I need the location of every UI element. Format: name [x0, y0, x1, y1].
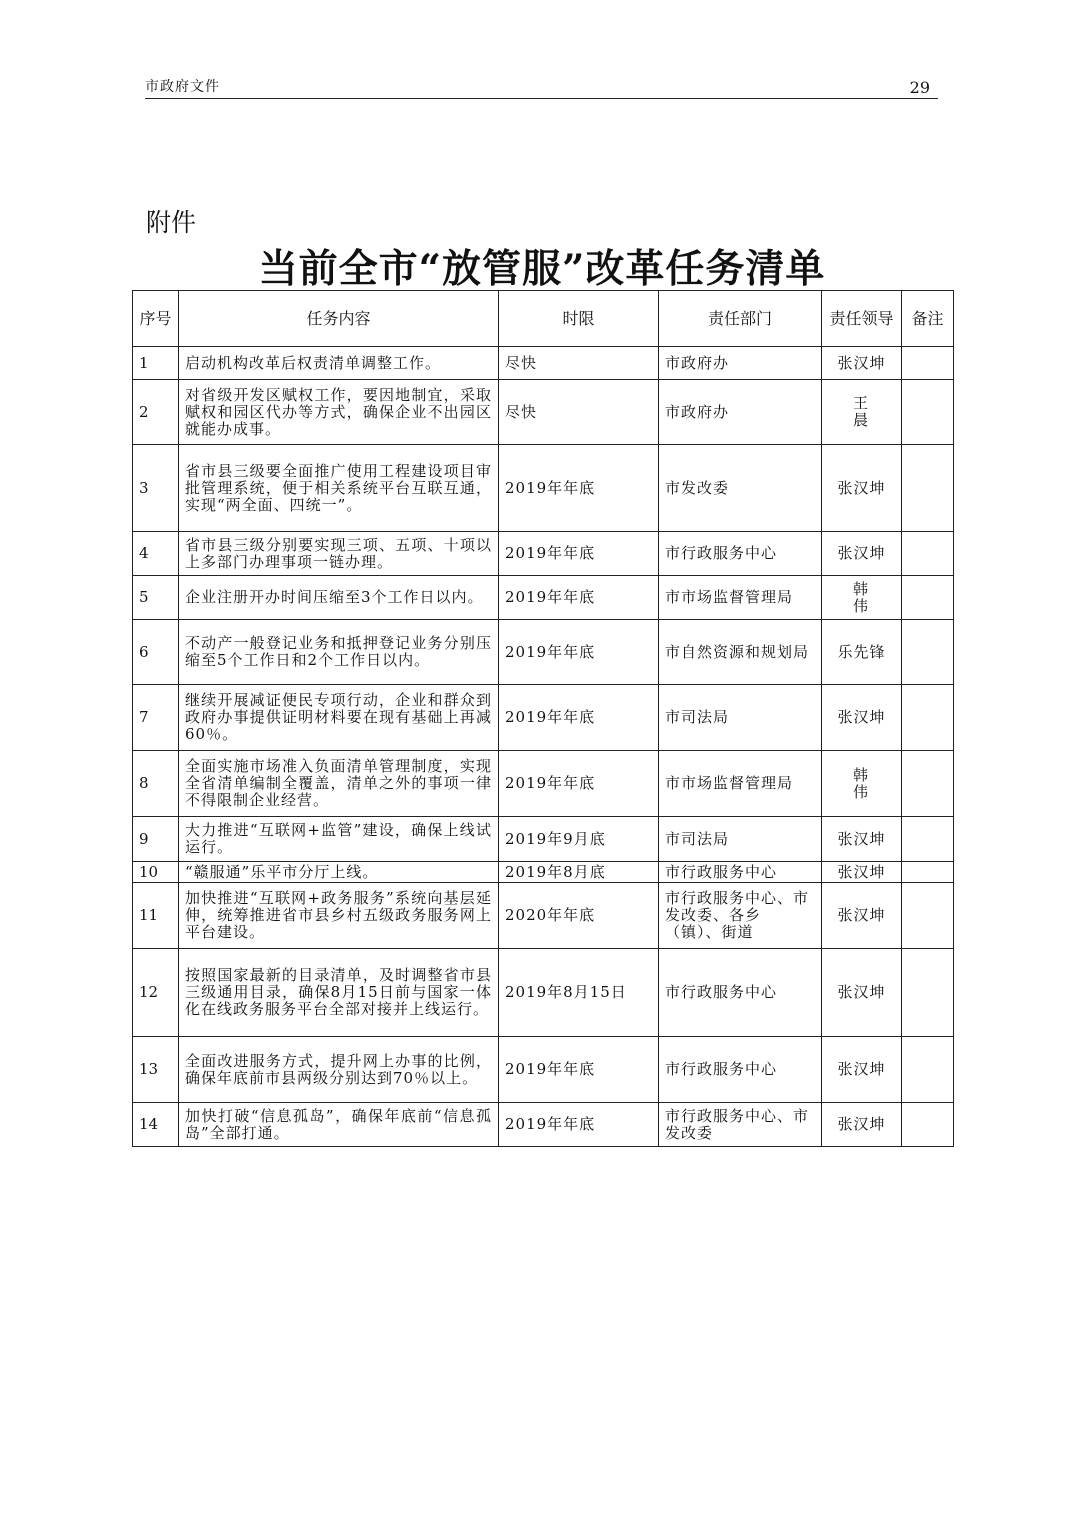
task-table [132, 290, 954, 1147]
table-row [133, 532, 954, 576]
row-deadline: 2019年9月底 [499, 817, 659, 862]
row-dept: 市自然资源和规划局 [659, 620, 822, 685]
attachment-label: 附件 [146, 208, 197, 237]
column-header-deadline: 时限 [499, 291, 659, 347]
row-content: 省市县三级要全面推广使用工程建设项目审批管理系统，便于相关系统平台互联互通，实现“两全面、四统一”。 [179, 445, 499, 532]
row-content: 全面实施市场准入负面清单管理制度，实现全省清单编制全覆盖，清单之外的事项一律不得限制企业经营。 [179, 751, 499, 817]
table-header-row [133, 291, 954, 347]
row-deadline: 尽快 [499, 380, 659, 445]
row-leader: 王晨 [822, 380, 902, 445]
row-remark [902, 817, 954, 862]
row-content: 加快打破“信息孤岛”，确保年底前“信息孤岛”全部打通。 [179, 1103, 499, 1147]
table-row [133, 883, 954, 949]
row-leader: 张汉坤 [822, 445, 902, 532]
row-no: 11 [133, 883, 179, 949]
row-leader: 张汉坤 [822, 817, 902, 862]
row-deadline: 2020年年底 [499, 883, 659, 949]
table-row [133, 1103, 954, 1147]
row-leader: 张汉坤 [822, 532, 902, 576]
row-content: “赣服通”乐平市分厅上线。 [179, 862, 499, 883]
row-remark [902, 1037, 954, 1103]
row-leader: 张汉坤 [822, 949, 902, 1037]
row-content: 按照国家最新的目录清单，及时调整省市县三级通用目录，确保8月15日前与国家一体化在线政务服务平台全部对接并上线运行。 [179, 949, 499, 1037]
row-remark [902, 685, 954, 751]
row-dept: 市行政服务中心 [659, 1037, 822, 1103]
row-remark [902, 1103, 954, 1147]
row-remark [902, 576, 954, 620]
row-remark [902, 532, 954, 576]
row-deadline: 2019年8月15日 [499, 949, 659, 1037]
row-deadline: 2019年年底 [499, 620, 659, 685]
row-content: 加快推进“互联网+政务服务”系统向基层延伸，统筹推进省市县乡村五级政务服务网上平台建设。 [179, 883, 499, 949]
row-no: 3 [133, 445, 179, 532]
row-remark [902, 347, 954, 380]
row-dept: 市行政服务中心、市发改委、各乡（镇）、街道 [659, 883, 822, 949]
row-remark [902, 751, 954, 817]
row-no: 6 [133, 620, 179, 685]
row-dept: 市市场监督管理局 [659, 751, 822, 817]
column-header-no: 序号 [133, 291, 179, 347]
row-leader: 韩伟 [822, 751, 902, 817]
table-row [133, 862, 954, 883]
row-deadline: 2019年年底 [499, 751, 659, 817]
row-no: 13 [133, 1037, 179, 1103]
row-dept: 市行政服务中心、市发改委 [659, 1103, 822, 1147]
row-no: 2 [133, 380, 179, 445]
row-content: 继续开展减证便民专项行动，企业和群众到政府办事提供证明材料要在现有基础上再减60％。 [179, 685, 499, 751]
row-leader: 张汉坤 [822, 862, 902, 883]
row-leader: 张汉坤 [822, 1037, 902, 1103]
row-leader: 韩伟 [822, 576, 902, 620]
table-row [133, 347, 954, 380]
row-remark [902, 862, 954, 883]
row-deadline: 2019年年底 [499, 1103, 659, 1147]
row-dept: 市发改委 [659, 445, 822, 532]
row-content: 对省级开发区赋权工作，要因地制宜，采取赋权和园区代办等方式，确保企业不出园区就能办成事。 [179, 380, 499, 445]
table-row [133, 380, 954, 445]
row-deadline: 2019年年底 [499, 576, 659, 620]
row-leader: 张汉坤 [822, 347, 902, 380]
row-dept: 市司法局 [659, 817, 822, 862]
row-deadline: 2019年8月底 [499, 862, 659, 883]
row-dept: 市政府办 [659, 380, 822, 445]
table-row [133, 685, 954, 751]
row-remark [902, 620, 954, 685]
row-dept: 市市场监督管理局 [659, 576, 822, 620]
row-dept: 市行政服务中心 [659, 532, 822, 576]
row-content: 省市县三级分别要实现三项、五项、十项以上多部门办理事项一链办理。 [179, 532, 499, 576]
running-header [145, 76, 938, 99]
row-no: 7 [133, 685, 179, 751]
row-deadline: 2019年年底 [499, 1037, 659, 1103]
row-leader: 张汉坤 [822, 883, 902, 949]
row-dept: 市政府办 [659, 347, 822, 380]
table-row [133, 751, 954, 817]
table-row [133, 817, 954, 862]
row-no: 1 [133, 347, 179, 380]
column-header-leader: 责任领导 [822, 291, 902, 347]
row-dept: 市行政服务中心 [659, 949, 822, 1037]
row-no: 5 [133, 576, 179, 620]
column-header-content: 任务内容 [179, 291, 499, 347]
page-number: 29 [909, 78, 930, 97]
column-header-dept: 责任部门 [659, 291, 822, 347]
row-leader: 张汉坤 [822, 1103, 902, 1147]
table-row [133, 445, 954, 532]
row-leader: 乐先锋 [822, 620, 902, 685]
column-header-remark: 备注 [902, 291, 954, 347]
row-content: 大力推进“互联网+监管”建设，确保上线试运行。 [179, 817, 499, 862]
table-row [133, 620, 954, 685]
row-content: 企业注册开办时间压缩至3个工作日以内。 [179, 576, 499, 620]
row-dept: 市司法局 [659, 685, 822, 751]
row-no: 9 [133, 817, 179, 862]
row-remark [902, 445, 954, 532]
row-deadline: 2019年年底 [499, 532, 659, 576]
table-row [133, 1037, 954, 1103]
row-remark [902, 883, 954, 949]
document-title: 当前全市“放管服”改革任务清单 [258, 246, 826, 292]
row-dept: 市行政服务中心 [659, 862, 822, 883]
row-no: 14 [133, 1103, 179, 1147]
row-no: 12 [133, 949, 179, 1037]
row-deadline: 2019年年底 [499, 685, 659, 751]
row-remark [902, 949, 954, 1037]
row-remark [902, 380, 954, 445]
row-content: 启动机构改革后权责清单调整工作。 [179, 347, 499, 380]
table-row [133, 576, 954, 620]
row-deadline: 尽快 [499, 347, 659, 380]
header-issuer: 市政府文件 [145, 79, 220, 95]
table-row [133, 949, 954, 1037]
row-content: 全面改进服务方式，提升网上办事的比例，确保年底前市县两级分别达到70％以上。 [179, 1037, 499, 1103]
row-deadline: 2019年年底 [499, 445, 659, 532]
row-no: 4 [133, 532, 179, 576]
row-no: 8 [133, 751, 179, 817]
row-leader: 张汉坤 [822, 685, 902, 751]
row-content: 不动产一般登记业务和抵押登记业务分别压缩至5个工作日和2个工作日以内。 [179, 620, 499, 685]
row-no: 10 [133, 862, 179, 883]
